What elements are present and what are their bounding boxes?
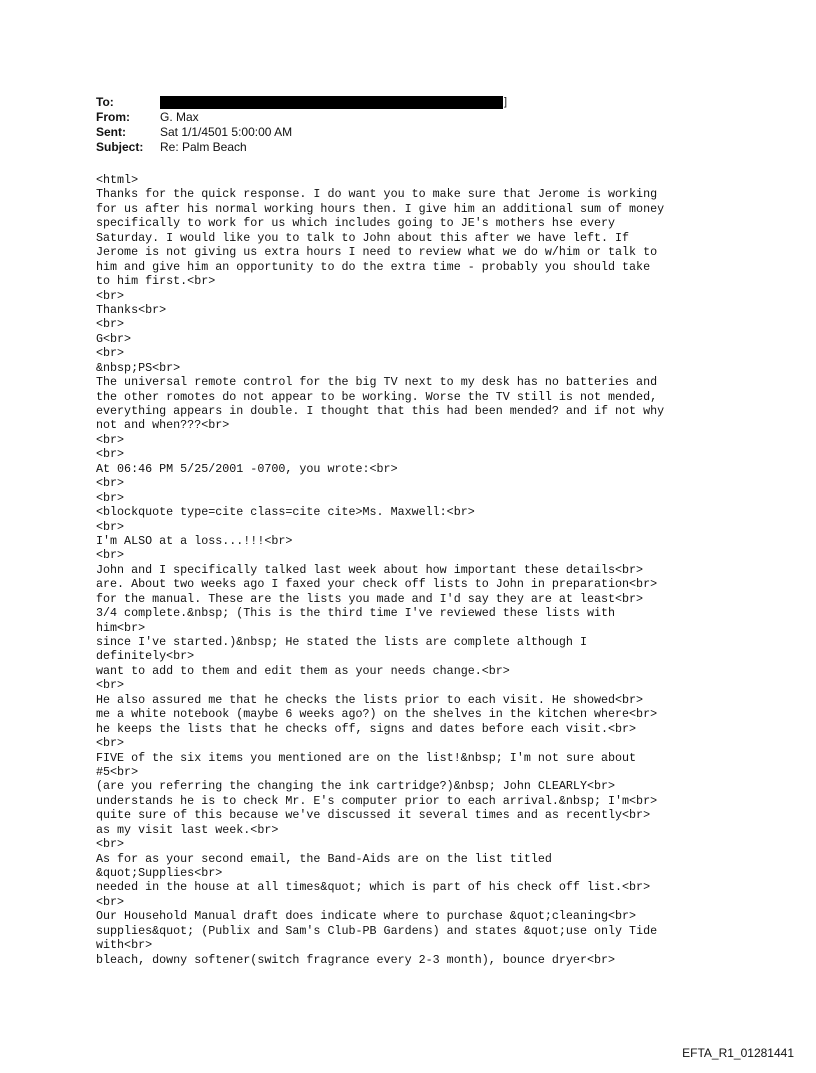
- body-line: Saturday. I would like you to talk to John about this after we have left. If: [96, 230, 630, 245]
- body-line: <html>: [96, 173, 139, 187]
- from-label: From:: [96, 110, 130, 124]
- body-line: I'm ALSO at a loss...!!!<br>: [96, 533, 293, 548]
- body-line: At 06:46 PM 5/25/2001 -0700, you wrote:<br>: [96, 461, 398, 476]
- body-line: <br>: [96, 490, 125, 505]
- body-line: <br>: [96, 288, 125, 303]
- body-line: quite sure of this because we've discussed it several times and as recently<br>: [96, 808, 651, 823]
- body-line: since I've started.)&nbsp; He stated the lists are complete although I: [96, 635, 587, 649]
- body-line: <br>: [96, 894, 125, 909]
- body-line: Thanks for the quick response. I do want you to make sure that Jerome is working: [96, 187, 658, 202]
- body-line: are. About two weeks ago I faxed your check off lists to John in preparation<br>: [96, 577, 658, 592]
- body-line: <br>: [96, 837, 125, 852]
- document-id: EFTA_R1_01281441: [682, 1046, 794, 1060]
- body-line: understands he is to check Mr. E's computer prior to each arrival.&nbsp; I'm<br>: [96, 793, 658, 808]
- email-body: [96, 173, 736, 967]
- body-line: &nbsp;PS<br>: [96, 360, 181, 375]
- body-line: Jerome is not giving us extra hours I need to review what we do w/him or talk to: [96, 245, 658, 260]
- body-line: him<br>: [96, 620, 146, 635]
- body-line: Our Household Manual draft does indicate where to purchase &quot;cleaning<br>: [96, 909, 637, 924]
- from-row: [96, 110, 507, 125]
- sent-row: [96, 125, 507, 140]
- body-line: the other romotes do not appear to be working. Worse the TV still is not mended,: [96, 389, 658, 404]
- body-line: <br>: [96, 519, 125, 534]
- body-line: He also assured me that he checks the lists prior to each visit. He showed<br>: [96, 692, 644, 707]
- body-line: (are you referring the changing the ink cartridge?)&nbsp; John CLEARLY<br>: [96, 779, 616, 794]
- body-line: me a white notebook (maybe 6 weeks ago?) on the shelves in the kitchen where<br>: [96, 707, 658, 722]
- body-line: <br>: [96, 736, 125, 751]
- subject-label: Subject:: [96, 140, 144, 154]
- sent-label: Sent:: [96, 125, 126, 139]
- body-line: to him first.<br>: [96, 274, 216, 289]
- body-line: &quot;Supplies<br>: [96, 866, 223, 880]
- body-line: G<br>: [96, 331, 132, 346]
- body-line: <br>: [96, 317, 125, 332]
- body-line: <br>: [96, 678, 125, 693]
- body-line: bleach, downy softener(switch fragrance every 2-3 month), bounce dryer<br>: [96, 952, 616, 967]
- body-line: The universal remote control for the big TV next to my desk has no batteries and: [96, 375, 658, 390]
- redaction-bracket: ]: [504, 96, 508, 108]
- body-line: for the manual. These are the lists you made and I'd say they are at least<br>: [96, 591, 644, 606]
- body-line: with<br>: [96, 938, 153, 953]
- body-line: him and give him an opportunity to do the extra time - probably you should take: [96, 259, 651, 274]
- body-line: needed in the house at all times&quot; which is part of his check off list.<br>: [96, 880, 651, 895]
- body-line: not and when???<br>: [96, 418, 230, 433]
- body-line: 3/4 complete.&nbsp; (This is the third time I've reviewed these lists with: [96, 606, 616, 621]
- body-line: #5<br>: [96, 764, 139, 779]
- subject-value: Re: Palm Beach: [160, 140, 247, 154]
- from-value: G. Max: [160, 110, 199, 124]
- subject-row: [96, 140, 507, 155]
- body-line: As for as your second email, the Band-Aids are on the list titled: [96, 851, 552, 866]
- to-label: To:: [96, 95, 114, 109]
- body-line: <br>: [96, 447, 125, 462]
- body-line: FIVE of the six items you mentioned are on the list!&nbsp; I'm not sure about: [96, 750, 637, 765]
- body-line: <br>: [96, 476, 125, 491]
- body-line: Thanks<br>: [96, 302, 167, 317]
- body-line: specifically to work for us which includes going to JE's mothers hse every: [96, 216, 616, 231]
- body-line: definitely<br>: [96, 649, 195, 664]
- email-header: [96, 95, 507, 155]
- sent-value: Sat 1/1/4501 5:00:00 AM: [160, 125, 293, 139]
- redaction-bar: [160, 96, 503, 109]
- body-line: John and I specifically talked last week about how important these details<br>: [96, 562, 644, 577]
- body-line: as my visit last week.<br>: [96, 822, 279, 837]
- to-row: [96, 95, 507, 110]
- body-line: for us after his normal working hours then. I give him an additional sum of money: [96, 201, 665, 216]
- body-line: <br>: [96, 548, 125, 563]
- body-line: want to add to them and edit them as your needs change.<br>: [96, 663, 510, 678]
- body-line: <br>: [96, 346, 125, 361]
- body-line: supplies&quot; (Publix and Sam's Club-PB Gardens) and states &quot;use only Tide: [96, 923, 658, 938]
- body-line: <br>: [96, 432, 125, 447]
- body-line: <blockquote type=cite class=cite cite>Ms. Maxwell:<br>: [96, 505, 475, 520]
- body-line: everything appears in double. I thought that this had been mended? and if not why: [96, 404, 665, 418]
- body-line: he keeps the lists that he checks off, signs and dates before each visit.<br>: [96, 721, 637, 736]
- to-value: [160, 95, 507, 110]
